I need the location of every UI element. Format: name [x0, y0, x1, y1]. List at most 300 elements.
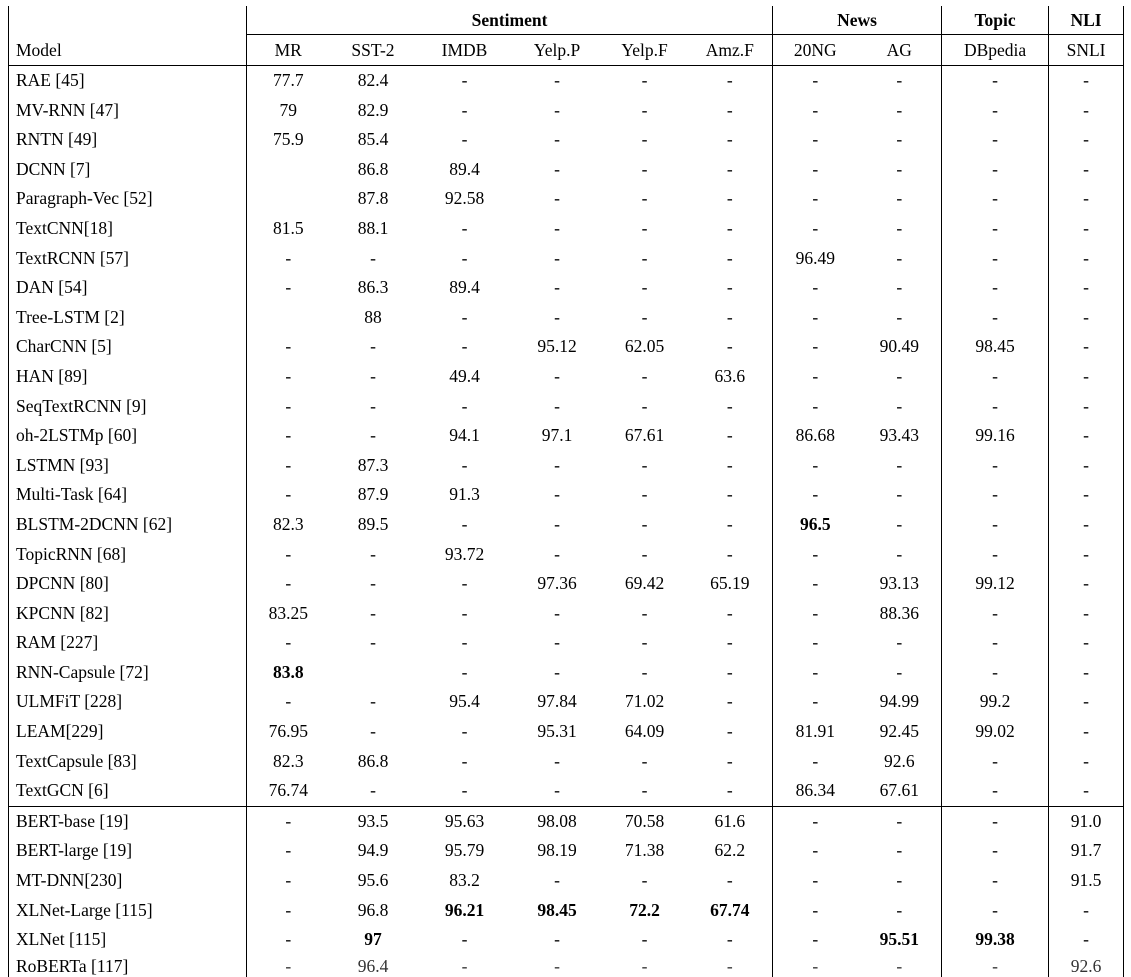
table-row	[9, 273, 1124, 303]
cell-snli: -	[1049, 96, 1124, 126]
table-row	[9, 66, 1124, 96]
group-header-topic: Topic	[942, 6, 1049, 35]
cell-dbpedia: 99.2	[942, 687, 1049, 717]
cell-dbpedia: -	[942, 451, 1049, 481]
table-row	[9, 717, 1124, 747]
cell-imdb: 93.72	[444, 543, 485, 564]
cell-ag: -	[896, 306, 903, 327]
cell-imdb: -	[461, 661, 468, 682]
cell-yelp-p: -	[554, 602, 560, 623]
cell-ag: -	[896, 484, 903, 505]
cell-dbpedia: 98.45	[942, 332, 1049, 362]
cell-yelp-p: -	[554, 929, 560, 950]
cell-yelp-p: -	[554, 70, 560, 90]
cell-amz-f: 65.19	[710, 573, 750, 594]
cell-yelp-f: -	[641, 70, 648, 90]
column-header-amz-f: Amz.F	[688, 35, 773, 66]
cell-amz-f: -	[726, 336, 733, 357]
cell-imdb: 89.4	[449, 158, 480, 179]
cell-yelp-p: -	[554, 750, 560, 771]
cell-imdb: -	[461, 99, 468, 120]
cell-mr: -	[247, 806, 330, 836]
table-row	[9, 806, 1124, 836]
column-header-sst-2: SST-2	[330, 35, 417, 66]
cell-yelp-p: -	[554, 277, 560, 298]
cell-yelp-p: -	[554, 365, 560, 386]
cell-yelp-p: 97.1	[541, 425, 573, 446]
cell-amz-f: -	[726, 721, 733, 742]
cell-snli: -	[1049, 896, 1124, 926]
table-row	[9, 866, 1124, 896]
cell-snli: -	[1049, 658, 1124, 688]
cell-dbpedia: -	[942, 806, 1049, 836]
table-row	[9, 955, 1124, 977]
row-model-name: MV-RNN [47]	[9, 96, 247, 126]
cell-yelp-p: -	[554, 454, 560, 475]
cell-imdb: -	[461, 721, 468, 742]
cell-yelp-f: -	[641, 661, 648, 682]
cell-mr: -	[247, 569, 330, 599]
cell-amz-f: -	[726, 661, 733, 682]
cell-snli: -	[1049, 332, 1124, 362]
cell-ag: -	[896, 277, 903, 298]
cell-mr: 82.3	[247, 510, 330, 540]
table-row	[9, 362, 1124, 392]
cell-snli: -	[1049, 184, 1124, 214]
cell-dbpedia: -	[942, 214, 1049, 244]
cell-amz-f: -	[726, 70, 733, 90]
table-row	[9, 244, 1124, 274]
row-model-name: KPCNN [82]	[9, 599, 247, 629]
cell-yelp-p: -	[554, 99, 560, 120]
row-model-name: RAM [227]	[9, 628, 247, 658]
cell-20ng: -	[773, 687, 858, 717]
cell-mr: 82.3	[247, 747, 330, 777]
cell-ag: -	[896, 395, 903, 416]
cell-imdb: -	[461, 602, 468, 623]
cell-ag: -	[896, 217, 903, 238]
cell-imdb: 91.3	[449, 484, 480, 505]
cell-imdb: 92.58	[444, 188, 485, 209]
cell-snli: -	[1049, 569, 1124, 599]
cell-yelp-f: -	[641, 217, 648, 238]
cell-20ng: -	[773, 658, 858, 688]
cell-imdb: -	[461, 750, 468, 771]
cell-sst-2: -	[370, 365, 376, 386]
cell-sst-2: 93.5	[330, 806, 417, 836]
cell-ag: -	[896, 158, 903, 179]
column-header-model: Model	[9, 35, 247, 66]
cell-mr: 76.74	[247, 776, 330, 806]
cell-amz-f: -	[726, 484, 733, 505]
cell-mr: -	[247, 421, 330, 451]
cell-mr: -	[247, 273, 330, 303]
cell-mr: -	[247, 244, 330, 274]
cell-ag: 92.45	[879, 721, 919, 742]
cell-dbpedia: -	[942, 510, 1049, 540]
cell-yelp-f: -	[641, 188, 648, 209]
cell-yelp-p: 97.84	[537, 691, 577, 712]
column-header-row	[9, 35, 1124, 66]
cell-snli: 92.6	[1049, 955, 1124, 977]
cell-imdb: -	[461, 632, 468, 653]
cell-snli: -	[1049, 717, 1124, 747]
cell-dbpedia: -	[942, 184, 1049, 214]
cell-sst-2: 94.9	[357, 840, 389, 861]
table-row	[9, 184, 1124, 214]
table-row	[9, 925, 1124, 955]
cell-20ng: -	[773, 184, 858, 214]
cell-snli: -	[1049, 303, 1124, 333]
table-row	[9, 421, 1124, 451]
cell-sst-2: 96.8	[357, 899, 389, 920]
cell-dbpedia: -	[942, 96, 1049, 126]
cell-imdb: -	[461, 70, 468, 90]
cell-20ng: 96.5	[773, 510, 858, 540]
column-header-yelp-p: Yelp.P	[513, 35, 602, 66]
cell-yelp-f: -	[641, 99, 648, 120]
cell-snli: -	[1049, 599, 1124, 629]
cell-sst-2: 82.9	[357, 99, 389, 120]
cell-20ng: -	[773, 896, 858, 926]
cell-yelp-p: -	[554, 484, 560, 505]
cell-yelp-f: -	[641, 513, 648, 534]
cell-ag: -	[896, 543, 903, 564]
cell-sst-2: -	[370, 543, 376, 564]
cell-mr: -	[247, 480, 330, 510]
cell-ag: -	[858, 806, 942, 836]
cell-ag: -	[896, 70, 903, 90]
cell-dbpedia: -	[942, 599, 1049, 629]
cell-20ng: -	[773, 480, 858, 510]
cell-imdb: 89.4	[449, 277, 480, 298]
cell-ag: -	[896, 899, 903, 920]
cell-amz-f: -	[726, 750, 733, 771]
cell-snli: -	[1049, 273, 1124, 303]
cell-yelp-f: -	[641, 277, 648, 298]
cell-dbpedia: 99.12	[942, 569, 1049, 599]
cell-yelp-f: -	[641, 870, 648, 891]
cell-yelp-p: 98.19	[537, 840, 577, 861]
cell-ag: 67.61	[879, 780, 919, 801]
cell-yelp-p: -	[554, 780, 560, 801]
cell-sst-2: 88	[364, 306, 382, 327]
cell-amz-f: -	[726, 306, 733, 327]
cell-20ng: -	[773, 273, 858, 303]
cell-ag: 92.6	[883, 750, 915, 771]
cell-snli: -	[1049, 510, 1124, 540]
column-header-snli: SNLI	[1049, 35, 1124, 66]
cell-mr: 83.8	[247, 658, 330, 688]
cell-snli: -	[1049, 362, 1124, 392]
cell-yelp-f: -	[641, 158, 648, 179]
cell-snli: -	[1049, 776, 1124, 806]
cell-imdb: -	[461, 573, 468, 594]
cell-mr: -	[247, 362, 330, 392]
cell-snli: -	[1049, 480, 1124, 510]
cell-yelp-f: -	[641, 247, 648, 268]
cell-amz-f: -	[726, 632, 733, 653]
cell-sst-2: -	[370, 691, 376, 712]
cell-snli: -	[1049, 925, 1124, 955]
cell-mr: -	[247, 540, 330, 570]
table-row	[9, 569, 1124, 599]
cell-snli: -	[1049, 244, 1124, 274]
row-model-name: Multi-Task [64]	[9, 480, 247, 510]
row-model-name: LEAM[229]	[9, 717, 247, 747]
cell-snli: -	[1049, 540, 1124, 570]
cell-sst-2: 85.4	[357, 129, 389, 150]
cell-mr: -	[247, 451, 330, 481]
results-table	[8, 6, 1124, 977]
cell-20ng: -	[773, 96, 858, 126]
row-model-name: TextCapsule [83]	[9, 747, 247, 777]
table-row	[9, 896, 1124, 926]
column-header-imdb: IMDB	[417, 35, 513, 66]
cell-dbpedia: -	[942, 747, 1049, 777]
cell-mr: -	[247, 955, 330, 977]
cell-yelp-p: 98.45	[537, 899, 577, 920]
cell-sst-2: -	[370, 632, 376, 653]
cell-yelp-p: -	[554, 395, 560, 416]
row-model-name: oh-2LSTMp [60]	[9, 421, 247, 451]
cell-yelp-f: -	[641, 395, 648, 416]
row-model-name: DCNN [7]	[9, 155, 247, 185]
cell-mr: 81.5	[247, 214, 330, 244]
cell-yelp-p: -	[554, 129, 560, 150]
cell-ag: -	[896, 188, 903, 209]
cell-snli: -	[1049, 747, 1124, 777]
table-row	[9, 599, 1124, 629]
cell-imdb: -	[461, 217, 468, 238]
cell-ag: -	[896, 870, 903, 891]
cell-yelp-p: 95.31	[537, 721, 577, 742]
table-row	[9, 155, 1124, 185]
cell-20ng: -	[773, 125, 858, 155]
cell-mr: 76.95	[247, 717, 330, 747]
table-row	[9, 687, 1124, 717]
cell-yelp-p: -	[554, 513, 560, 534]
cell-mr	[247, 184, 330, 214]
row-model-name: RAE [45]	[9, 66, 247, 96]
table-body	[9, 66, 1124, 977]
cell-sst-2: 86.8	[357, 158, 389, 179]
cell-20ng: -	[773, 747, 858, 777]
row-model-name: DPCNN [80]	[9, 569, 247, 599]
table-row	[9, 214, 1124, 244]
cell-sst-2: 88.1	[357, 217, 389, 238]
row-model-name: HAN [89]	[9, 362, 247, 392]
cell-amz-f: -	[726, 955, 733, 976]
cell-sst-2: 82.4	[357, 70, 389, 90]
cell-sst-2: 95.6	[357, 870, 389, 891]
cell-yelp-p: -	[554, 306, 560, 327]
cell-amz-f: -	[726, 543, 733, 564]
table-row	[9, 836, 1124, 866]
table-row	[9, 540, 1124, 570]
cell-dbpedia: -	[942, 273, 1049, 303]
cell-dbpedia: -	[942, 303, 1049, 333]
cell-sst-2: -	[370, 780, 376, 801]
cell-yelp-f: -	[641, 750, 648, 771]
cell-ag: -	[896, 99, 903, 120]
cell-imdb: 83.2	[449, 870, 480, 891]
cell-amz-f: -	[726, 602, 733, 623]
cell-amz-f: -	[726, 691, 733, 712]
cell-20ng: -	[773, 303, 858, 333]
cell-ag: 90.49	[879, 336, 919, 357]
cell-sst-2: -	[370, 721, 376, 742]
column-header-dbpedia: DBpedia	[942, 35, 1049, 66]
cell-yelp-p: -	[554, 955, 560, 976]
cell-imdb: -	[461, 336, 468, 357]
cell-mr	[247, 155, 330, 185]
row-model-name: Tree-LSTM [2]	[9, 303, 247, 333]
cell-yelp-f: -	[641, 484, 648, 505]
cell-yelp-p: -	[554, 217, 560, 238]
cell-yelp-f: -	[641, 129, 648, 150]
cell-20ng: -	[773, 332, 858, 362]
cell-amz-f: -	[726, 425, 733, 446]
cell-ag: -	[896, 365, 903, 386]
row-model-name: ULMFiT [228]	[9, 687, 247, 717]
cell-dbpedia: -	[942, 392, 1049, 422]
cell-snli: -	[1049, 421, 1124, 451]
cell-mr: -	[247, 896, 330, 926]
cell-dbpedia: -	[942, 896, 1049, 926]
cell-yelp-p: -	[554, 661, 560, 682]
row-model-name: BLSTM-2DCNN [62]	[9, 510, 247, 540]
row-model-name: TopicRNN [68]	[9, 540, 247, 570]
cell-20ng: -	[773, 155, 858, 185]
column-header-yelp-f: Yelp.F	[602, 35, 688, 66]
cell-sst-2: -	[370, 573, 376, 594]
cell-amz-f: -	[726, 217, 733, 238]
cell-snli: -	[1049, 125, 1124, 155]
cell-imdb: -	[461, 955, 468, 976]
cell-mr: -	[247, 866, 330, 896]
cell-yelp-f: -	[641, 306, 648, 327]
cell-yelp-p: 95.12	[537, 336, 577, 357]
cell-mr: -	[247, 687, 330, 717]
cell-dbpedia: -	[942, 480, 1049, 510]
cell-yelp-p: -	[554, 870, 560, 891]
cell-yelp-f: -	[641, 365, 648, 386]
cell-ag: -	[896, 632, 903, 653]
table-row	[9, 392, 1124, 422]
cell-imdb: -	[461, 129, 468, 150]
row-model-name: XLNet-Large [115]	[9, 896, 247, 926]
cell-yelp-p: -	[554, 632, 560, 653]
cell-imdb: -	[461, 513, 468, 534]
group-header-sentiment: Sentiment	[247, 6, 773, 35]
cell-mr: -	[247, 836, 330, 866]
cell-snli: 91.0	[1049, 806, 1124, 836]
cell-dbpedia: -	[942, 540, 1049, 570]
column-header-20ng: 20NG	[773, 35, 858, 66]
cell-imdb: -	[461, 395, 468, 416]
cell-imdb: -	[461, 306, 468, 327]
cell-20ng: 86.34	[773, 776, 858, 806]
table-row	[9, 332, 1124, 362]
cell-yelp-f: -	[641, 780, 648, 801]
cell-sst-2: -	[370, 425, 376, 446]
cell-snli: -	[1049, 628, 1124, 658]
cell-mr: 79	[247, 96, 330, 126]
cell-amz-f: -	[726, 454, 733, 475]
cell-sst-2: 87.3	[357, 454, 389, 475]
cell-20ng: -	[773, 628, 858, 658]
cell-yelp-p: 97.36	[537, 573, 577, 594]
cell-dbpedia: -	[942, 955, 1049, 977]
table-row	[9, 303, 1124, 333]
cell-imdb: -	[461, 454, 468, 475]
row-model-name: TextGCN [6]	[9, 776, 247, 806]
cell-20ng: -	[773, 925, 858, 955]
group-header-nli: NLI	[1049, 6, 1124, 35]
cell-20ng: -	[773, 569, 858, 599]
cell-sst-2	[330, 658, 417, 688]
cell-ag: -	[896, 840, 903, 861]
cell-sst-2: 97	[364, 929, 382, 950]
cell-mr: -	[247, 628, 330, 658]
cell-amz-f: -	[726, 277, 733, 298]
cell-ag: -	[896, 129, 903, 150]
cell-imdb: -	[461, 247, 468, 268]
cell-amz-f: -	[726, 929, 733, 950]
cell-sst-2: -	[370, 336, 376, 357]
cell-amz-f: -	[726, 247, 733, 268]
cell-yelp-f: 69.42	[624, 573, 665, 594]
cell-mr: 75.9	[247, 125, 330, 155]
cell-amz-f: -	[726, 99, 733, 120]
cell-yelp-f: -	[641, 543, 648, 564]
table-head	[9, 6, 1124, 66]
row-model-name: RNN-Capsule [72]	[9, 658, 247, 688]
cell-dbpedia: -	[942, 866, 1049, 896]
cell-20ng: -	[773, 214, 858, 244]
table-row	[9, 480, 1124, 510]
cell-yelp-f: -	[641, 929, 648, 950]
cell-ag: 95.51	[879, 929, 919, 950]
table-row	[9, 628, 1124, 658]
cell-yelp-f: 64.09	[624, 721, 665, 742]
cell-amz-f: 63.6	[714, 365, 746, 386]
table-row	[9, 747, 1124, 777]
cell-mr	[247, 303, 330, 333]
cell-imdb: 95.79	[444, 840, 485, 861]
cell-dbpedia: 99.02	[942, 717, 1049, 747]
row-model-name: MT-DNN[230]	[9, 866, 247, 896]
cell-ag: 93.43	[879, 425, 919, 446]
row-model-name: TextRCNN [57]	[9, 244, 247, 274]
cell-ag: -	[896, 454, 903, 475]
cell-dbpedia: 99.16	[942, 421, 1049, 451]
cell-dbpedia: 99.38	[942, 925, 1049, 955]
cell-amz-f: 61.6	[688, 806, 773, 836]
row-model-name: RNTN [49]	[9, 125, 247, 155]
cell-yelp-f: 72.2	[629, 899, 660, 920]
row-model-name: Paragraph-Vec [52]	[9, 184, 247, 214]
cell-imdb: 96.21	[444, 899, 485, 920]
cell-sst-2: -	[370, 602, 376, 623]
cell-yelp-f: -	[641, 602, 648, 623]
cell-20ng: 86.68	[773, 421, 858, 451]
cell-20ng: -	[773, 362, 858, 392]
cell-20ng: -	[773, 955, 858, 977]
cell-dbpedia: -	[942, 836, 1049, 866]
cell-20ng: 96.49	[773, 244, 858, 274]
